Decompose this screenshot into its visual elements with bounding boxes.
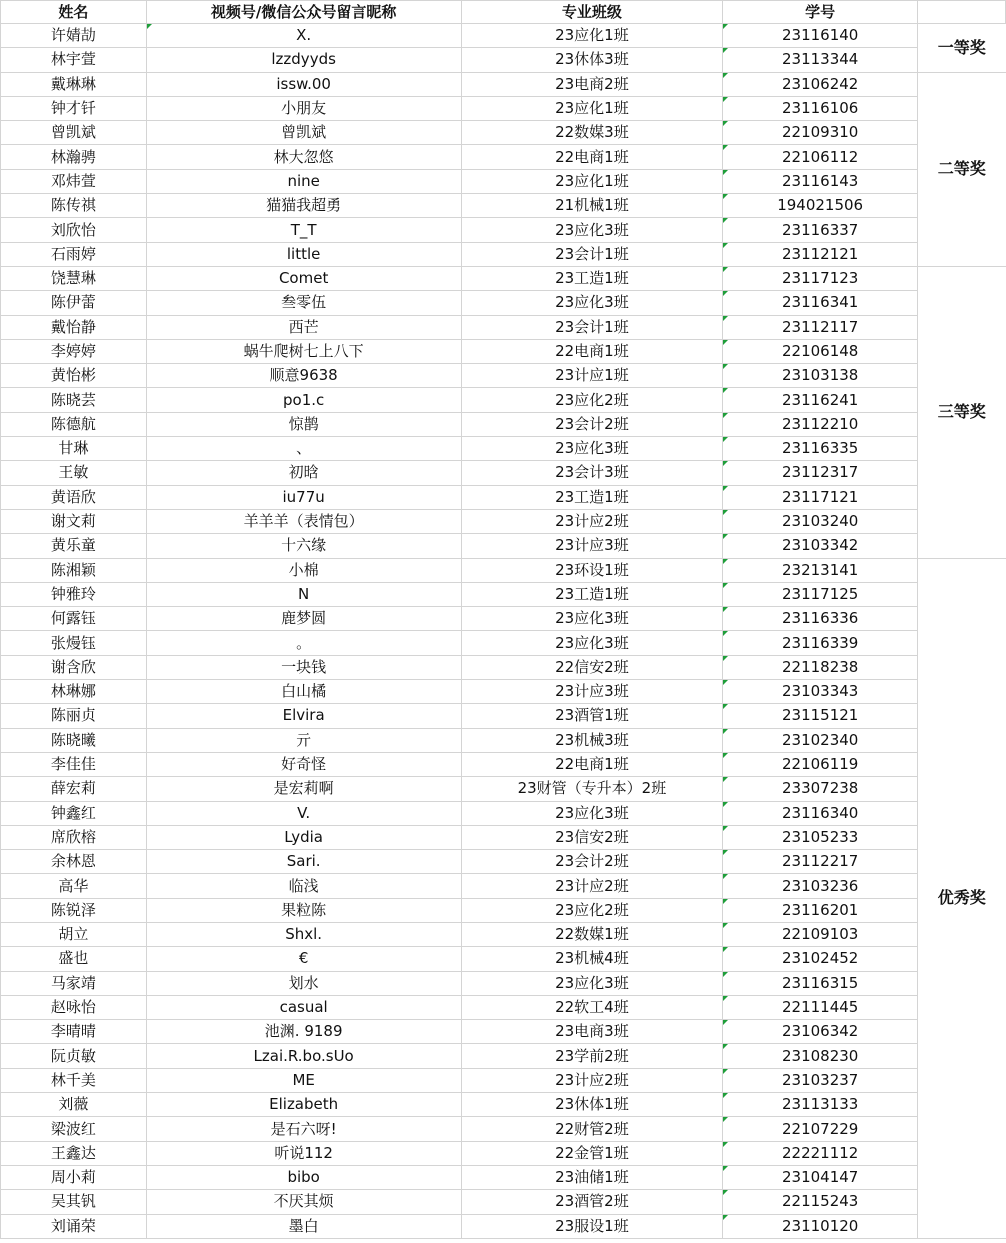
name-cell[interactable]: 黄乐童 xyxy=(1,534,147,558)
nickname-cell[interactable]: 不厌其烦 xyxy=(146,1190,461,1214)
nickname-cell[interactable]: 是宏莉啊 xyxy=(146,777,461,801)
name-cell[interactable]: 林瀚骋 xyxy=(1,145,147,169)
id-cell[interactable]: 23113344 xyxy=(723,48,918,72)
prize-cell[interactable]: 二等奖 xyxy=(918,72,1006,266)
table-row xyxy=(1,121,1006,145)
id-cell[interactable]: 23112121 xyxy=(723,242,918,266)
id-cell[interactable]: 194021506 xyxy=(723,194,918,218)
id-cell[interactable]: 23115121 xyxy=(723,704,918,728)
id-cell[interactable]: 23106342 xyxy=(723,1020,918,1044)
id-cell[interactable]: 22106148 xyxy=(723,339,918,363)
nickname-cell[interactable]: 墨白 xyxy=(146,1214,461,1238)
header-prize[interactable] xyxy=(918,1,1006,24)
name-cell[interactable]: 李佳佳 xyxy=(1,752,147,776)
nickname-cell[interactable]: V. xyxy=(146,801,461,825)
nickname-cell[interactable]: 临浅 xyxy=(146,874,461,898)
name-cell[interactable]: 薛宏莉 xyxy=(1,777,147,801)
table-row xyxy=(1,850,1006,874)
nickname-cell[interactable]: little xyxy=(146,242,461,266)
id-cell[interactable]: 23213141 xyxy=(723,558,918,582)
class-cell[interactable]: 23应化2班 xyxy=(461,898,723,922)
id-cell[interactable]: 22109310 xyxy=(723,121,918,145)
table-row xyxy=(1,1214,1006,1238)
nickname-cell[interactable]: 猫猫我超勇 xyxy=(146,194,461,218)
table-row xyxy=(1,1190,1006,1214)
name-cell[interactable]: 吴其钒 xyxy=(1,1190,147,1214)
name-cell[interactable]: 陈伊蕾 xyxy=(1,291,147,315)
nickname-cell[interactable]: Sari. xyxy=(146,850,461,874)
table-row xyxy=(1,607,1006,631)
table-row xyxy=(1,655,1006,679)
id-cell[interactable]: 23116106 xyxy=(723,96,918,120)
table-row xyxy=(1,1068,1006,1092)
table-row xyxy=(1,1117,1006,1141)
id-cell[interactable]: 23110120 xyxy=(723,1214,918,1238)
table-row xyxy=(1,145,1006,169)
table-row xyxy=(1,1165,1006,1189)
class-cell[interactable]: 22软工4班 xyxy=(461,995,723,1019)
name-cell[interactable]: 邓炜萱 xyxy=(1,169,147,193)
class-cell[interactable]: 23计应3班 xyxy=(461,680,723,704)
id-cell[interactable]: 23112210 xyxy=(723,412,918,436)
class-cell[interactable]: 23会计3班 xyxy=(461,461,723,485)
class-cell[interactable]: 22电商1班 xyxy=(461,339,723,363)
nickname-cell[interactable]: iu77u xyxy=(146,485,461,509)
name-cell[interactable]: 周小莉 xyxy=(1,1165,147,1189)
table-row xyxy=(1,437,1006,461)
class-cell[interactable]: 23应化3班 xyxy=(461,437,723,461)
table-row xyxy=(1,461,1006,485)
class-cell[interactable]: 23应化3班 xyxy=(461,607,723,631)
id-cell[interactable]: 23112117 xyxy=(723,315,918,339)
nickname-cell[interactable]: 曾凯斌 xyxy=(146,121,461,145)
id-cell[interactable]: 23116335 xyxy=(723,437,918,461)
id-cell[interactable]: 23112317 xyxy=(723,461,918,485)
class-cell[interactable]: 23工造1班 xyxy=(461,582,723,606)
name-cell[interactable]: 钟才钎 xyxy=(1,96,147,120)
class-cell[interactable]: 23休体3班 xyxy=(461,48,723,72)
nickname-cell[interactable]: casual xyxy=(146,995,461,1019)
class-cell[interactable]: 23计应3班 xyxy=(461,534,723,558)
id-cell[interactable]: 23103343 xyxy=(723,680,918,704)
name-cell[interactable]: 钟雅玲 xyxy=(1,582,147,606)
class-cell[interactable]: 22财管2班 xyxy=(461,1117,723,1141)
name-cell[interactable]: 许婧劼 xyxy=(1,24,147,48)
class-cell[interactable]: 23计应2班 xyxy=(461,509,723,533)
name-cell[interactable]: 陈传祺 xyxy=(1,194,147,218)
table-row xyxy=(1,169,1006,193)
table-row xyxy=(1,96,1006,120)
table-row xyxy=(1,1044,1006,1068)
id-cell[interactable]: 22111445 xyxy=(723,995,918,1019)
nickname-cell[interactable]: ME xyxy=(146,1068,461,1092)
table-row xyxy=(1,364,1006,388)
class-cell[interactable]: 23工造1班 xyxy=(461,266,723,290)
table-row xyxy=(1,1093,1006,1117)
class-cell[interactable]: 23应化3班 xyxy=(461,631,723,655)
class-cell[interactable]: 23油储1班 xyxy=(461,1165,723,1189)
class-cell[interactable]: 23应化3班 xyxy=(461,971,723,995)
id-cell[interactable]: 23117121 xyxy=(723,485,918,509)
table-row xyxy=(1,874,1006,898)
nickname-cell[interactable]: T_T xyxy=(146,218,461,242)
nickname-cell[interactable]: 小棉 xyxy=(146,558,461,582)
table-row xyxy=(1,995,1006,1019)
id-cell[interactable]: 23103342 xyxy=(723,534,918,558)
nickname-cell[interactable]: 鹿梦⁠圆 xyxy=(146,607,461,631)
nickname-cell[interactable]: Shxl. xyxy=(146,922,461,946)
name-cell[interactable]: 何露钰 xyxy=(1,607,147,631)
nickname-cell[interactable]: 划水 xyxy=(146,971,461,995)
class-cell[interactable]: 21机械1班 xyxy=(461,194,723,218)
nickname-cell[interactable]: po1.c xyxy=(146,388,461,412)
name-cell[interactable]: 赵咏怡 xyxy=(1,995,147,1019)
nickname-cell[interactable]: Comet xyxy=(146,266,461,290)
name-cell[interactable]: 戴琳琳 xyxy=(1,72,147,96)
nickname-cell[interactable]: 亓 xyxy=(146,728,461,752)
name-cell[interactable]: 王敏 xyxy=(1,461,147,485)
name-cell[interactable]: 陈德航 xyxy=(1,412,147,436)
prize-cell[interactable]: 三等奖 xyxy=(918,266,1006,558)
name-cell[interactable]: 阮贞敏 xyxy=(1,1044,147,1068)
name-cell[interactable]: 钟鑫红 xyxy=(1,801,147,825)
name-cell[interactable]: 林千美 xyxy=(1,1068,147,1092)
table-row xyxy=(1,558,1006,582)
class-cell[interactable]: 23会计2班 xyxy=(461,412,723,436)
table-row xyxy=(1,388,1006,412)
id-cell[interactable]: 23103138 xyxy=(723,364,918,388)
name-cell[interactable]: 胡立 xyxy=(1,922,147,946)
class-cell[interactable]: 23机械4班 xyxy=(461,947,723,971)
id-cell[interactable]: 23116140 xyxy=(723,24,918,48)
nickname-cell[interactable]: 惊鹊 xyxy=(146,412,461,436)
class-cell[interactable]: 23电商2班 xyxy=(461,72,723,96)
id-cell[interactable]: 23112217 xyxy=(723,850,918,874)
nickname-cell[interactable]: 十六缘 xyxy=(146,534,461,558)
id-cell[interactable]: 22106112 xyxy=(723,145,918,169)
class-cell[interactable]: 22电商1班 xyxy=(461,145,723,169)
table-row xyxy=(1,48,1006,72)
prize-cell[interactable]: 一等奖 xyxy=(918,24,1006,73)
header-row xyxy=(1,1,1006,24)
name-cell[interactable]: 陈湘颖 xyxy=(1,558,147,582)
class-cell[interactable]: 23电商3班 xyxy=(461,1020,723,1044)
id-cell[interactable]: 23116315 xyxy=(723,971,918,995)
name-cell[interactable]: 席欣榕 xyxy=(1,825,147,849)
nickname-cell[interactable]: Lzai.R.bo.sUo xyxy=(146,1044,461,1068)
id-cell[interactable]: 23116143 xyxy=(723,169,918,193)
table-row xyxy=(1,947,1006,971)
class-cell[interactable]: 23计应2班 xyxy=(461,874,723,898)
class-cell[interactable]: 23应化3班 xyxy=(461,291,723,315)
name-cell[interactable]: 谢含欣 xyxy=(1,655,147,679)
nickname-cell[interactable]: 蜗牛爬树七上八下 xyxy=(146,339,461,363)
table-row xyxy=(1,339,1006,363)
id-cell[interactable]: 23117123 xyxy=(723,266,918,290)
table-row xyxy=(1,680,1006,704)
class-cell[interactable]: 23财管（专升本）2班 xyxy=(461,777,723,801)
name-cell[interactable]: 张熳钰 xyxy=(1,631,147,655)
table-row xyxy=(1,266,1006,290)
class-cell[interactable]: 23应化2班 xyxy=(461,388,723,412)
table-row xyxy=(1,752,1006,776)
id-cell[interactable]: 23116339 xyxy=(723,631,918,655)
table-body xyxy=(1,24,1006,1239)
class-cell[interactable]: 23酒管2班 xyxy=(461,1190,723,1214)
table-row xyxy=(1,315,1006,339)
id-cell[interactable]: 23113133 xyxy=(723,1093,918,1117)
name-cell[interactable]: 陈晓芸 xyxy=(1,388,147,412)
header-name[interactable]: 姓名 xyxy=(1,1,147,24)
id-cell[interactable]: 23116201 xyxy=(723,898,918,922)
name-cell[interactable]: 余林恩 xyxy=(1,850,147,874)
table-row xyxy=(1,898,1006,922)
name-cell[interactable]: 戴怡静 xyxy=(1,315,147,339)
class-cell[interactable]: 23应化1班 xyxy=(461,169,723,193)
name-cell[interactable]: 甘琳 xyxy=(1,437,147,461)
table-row xyxy=(1,777,1006,801)
nickname-cell[interactable]: 、 xyxy=(146,437,461,461)
class-cell[interactable]: 23应化3班 xyxy=(461,218,723,242)
table-row xyxy=(1,728,1006,752)
nickname-cell[interactable]: 西芒 xyxy=(146,315,461,339)
name-cell[interactable]: 梁波红 xyxy=(1,1117,147,1141)
class-cell[interactable]: 22信安2班 xyxy=(461,655,723,679)
name-cell[interactable]: 饶慧琳 xyxy=(1,266,147,290)
id-cell[interactable]: 23106242 xyxy=(723,72,918,96)
class-cell[interactable]: 23学前2班 xyxy=(461,1044,723,1068)
name-cell[interactable]: 陈晓曦 xyxy=(1,728,147,752)
class-cell[interactable]: 23应化1班 xyxy=(461,96,723,120)
name-cell[interactable]: 王鑫达 xyxy=(1,1141,147,1165)
class-cell[interactable]: 23机械3班 xyxy=(461,728,723,752)
class-cell[interactable]: 23信安2班 xyxy=(461,825,723,849)
id-cell[interactable]: 23307238 xyxy=(723,777,918,801)
nickname-cell[interactable]: nine xyxy=(146,169,461,193)
class-cell[interactable]: 23环设1班 xyxy=(461,558,723,582)
nickname-cell[interactable]: 小朋友 xyxy=(146,96,461,120)
nickname-cell[interactable]: 顺意9638 xyxy=(146,364,461,388)
header-nickname[interactable]: 视频号/微信公众号留言昵称 xyxy=(146,1,461,24)
table-row xyxy=(1,971,1006,995)
table-row xyxy=(1,631,1006,655)
name-cell[interactable]: 谢文莉 xyxy=(1,509,147,533)
id-cell[interactable]: 23116336 xyxy=(723,607,918,631)
id-cell[interactable]: 22106119 xyxy=(723,752,918,776)
nickname-cell[interactable]: 听说112 xyxy=(146,1141,461,1165)
id-cell[interactable]: 23117125 xyxy=(723,582,918,606)
id-cell[interactable]: 22107229 xyxy=(723,1117,918,1141)
nickname-cell[interactable]: 羊羊羊（表情包） xyxy=(146,509,461,533)
id-cell[interactable]: 22118238 xyxy=(723,655,918,679)
name-cell[interactable]: 刘薇 xyxy=(1,1093,147,1117)
name-cell[interactable]: 林琳娜 xyxy=(1,680,147,704)
id-cell[interactable]: 22109103 xyxy=(723,922,918,946)
name-cell[interactable]: 李婷婷 xyxy=(1,339,147,363)
name-cell[interactable]: 陈锐泽 xyxy=(1,898,147,922)
name-cell[interactable]: 刘诵荣 xyxy=(1,1214,147,1238)
id-cell[interactable]: 23102452 xyxy=(723,947,918,971)
id-cell[interactable]: 22115243 xyxy=(723,1190,918,1214)
nickname-cell[interactable]: issw.00 xyxy=(146,72,461,96)
class-cell[interactable]: 23会计2班 xyxy=(461,850,723,874)
name-cell[interactable]: 马家靖 xyxy=(1,971,147,995)
table-row xyxy=(1,1020,1006,1044)
table-row xyxy=(1,485,1006,509)
nickname-cell[interactable]: 初晗 xyxy=(146,461,461,485)
class-cell[interactable]: 22数媒3班 xyxy=(461,121,723,145)
name-cell[interactable]: 李晴晴 xyxy=(1,1020,147,1044)
table-row xyxy=(1,218,1006,242)
prize-cell[interactable]: 优秀奖 xyxy=(918,558,1006,1238)
nickname-cell[interactable]: Elizabeth xyxy=(146,1093,461,1117)
name-cell[interactable]: 盛也 xyxy=(1,947,147,971)
name-cell[interactable]: 黄语欣 xyxy=(1,485,147,509)
table-row xyxy=(1,825,1006,849)
id-cell[interactable]: 23103236 xyxy=(723,874,918,898)
class-cell[interactable]: 23会计1班 xyxy=(461,242,723,266)
nickname-cell[interactable]: 好奇怪 xyxy=(146,752,461,776)
class-cell[interactable]: 23酒管1班 xyxy=(461,704,723,728)
class-cell[interactable]: 23休体1班 xyxy=(461,1093,723,1117)
id-cell[interactable]: 23116241 xyxy=(723,388,918,412)
name-cell[interactable]: 高华 xyxy=(1,874,147,898)
table-row xyxy=(1,1141,1006,1165)
id-cell[interactable]: 23105233 xyxy=(723,825,918,849)
name-cell[interactable]: 陈丽贞 xyxy=(1,704,147,728)
nickname-cell[interactable]: 是石六呀! xyxy=(146,1117,461,1141)
class-cell[interactable]: 23会计1班 xyxy=(461,315,723,339)
id-cell[interactable]: 23103237 xyxy=(723,1068,918,1092)
name-cell[interactable]: 黄怡彬 xyxy=(1,364,147,388)
class-cell[interactable]: 22电商1班 xyxy=(461,752,723,776)
nickname-cell[interactable]: 林大忽悠 xyxy=(146,145,461,169)
header-id[interactable]: 学号 xyxy=(723,1,918,24)
header-class[interactable]: 专业班级 xyxy=(461,1,723,24)
table-row xyxy=(1,72,1006,96)
table-row xyxy=(1,412,1006,436)
table-row xyxy=(1,24,1006,48)
id-cell[interactable]: 22221112 xyxy=(723,1141,918,1165)
id-cell[interactable]: 23104147 xyxy=(723,1165,918,1189)
table-row xyxy=(1,704,1006,728)
class-cell[interactable]: 23应化3班 xyxy=(461,801,723,825)
name-cell[interactable]: 林宇萱 xyxy=(1,48,147,72)
nickname-cell[interactable]: 池渊. 9189 xyxy=(146,1020,461,1044)
nickname-cell[interactable]: lzzdyyds xyxy=(146,48,461,72)
id-cell[interactable]: 23116337 xyxy=(723,218,918,242)
nickname-cell[interactable]: 一块钱 xyxy=(146,655,461,679)
table-row xyxy=(1,534,1006,558)
nickname-cell[interactable]: X. xyxy=(146,24,461,48)
id-cell[interactable]: 23108230 xyxy=(723,1044,918,1068)
id-cell[interactable]: 23116341 xyxy=(723,291,918,315)
table-row xyxy=(1,194,1006,218)
name-cell[interactable]: 曾凯斌 xyxy=(1,121,147,145)
nickname-cell[interactable]: 叁零伍 xyxy=(146,291,461,315)
class-cell[interactable]: 23工造1班 xyxy=(461,485,723,509)
class-cell[interactable]: 23应化1班 xyxy=(461,24,723,48)
nickname-cell[interactable]: € xyxy=(146,947,461,971)
name-cell[interactable]: 石雨婷 xyxy=(1,242,147,266)
class-cell[interactable]: 23计应1班 xyxy=(461,364,723,388)
nickname-cell[interactable]: 果粒陈 xyxy=(146,898,461,922)
table-row xyxy=(1,291,1006,315)
class-cell[interactable]: 23服设1班 xyxy=(461,1214,723,1238)
table-row xyxy=(1,801,1006,825)
id-cell[interactable]: 23103240 xyxy=(723,509,918,533)
nickname-cell[interactable]: Elvira xyxy=(146,704,461,728)
nickname-cell[interactable]: N xyxy=(146,582,461,606)
nickname-cell[interactable]: 。 xyxy=(146,631,461,655)
nickname-cell[interactable]: Lydia xyxy=(146,825,461,849)
nickname-cell[interactable]: bibo xyxy=(146,1165,461,1189)
class-cell[interactable]: 22金管1班 xyxy=(461,1141,723,1165)
id-cell[interactable]: 23102340 xyxy=(723,728,918,752)
table-row xyxy=(1,582,1006,606)
class-cell[interactable]: 22数媒1班 xyxy=(461,922,723,946)
name-cell[interactable]: 刘欣怡 xyxy=(1,218,147,242)
id-cell[interactable]: 23116340 xyxy=(723,801,918,825)
table-row xyxy=(1,242,1006,266)
table-row xyxy=(1,922,1006,946)
table-row xyxy=(1,509,1006,533)
class-cell[interactable]: 23计应2班 xyxy=(461,1068,723,1092)
nickname-cell[interactable]: 白山橘 xyxy=(146,680,461,704)
